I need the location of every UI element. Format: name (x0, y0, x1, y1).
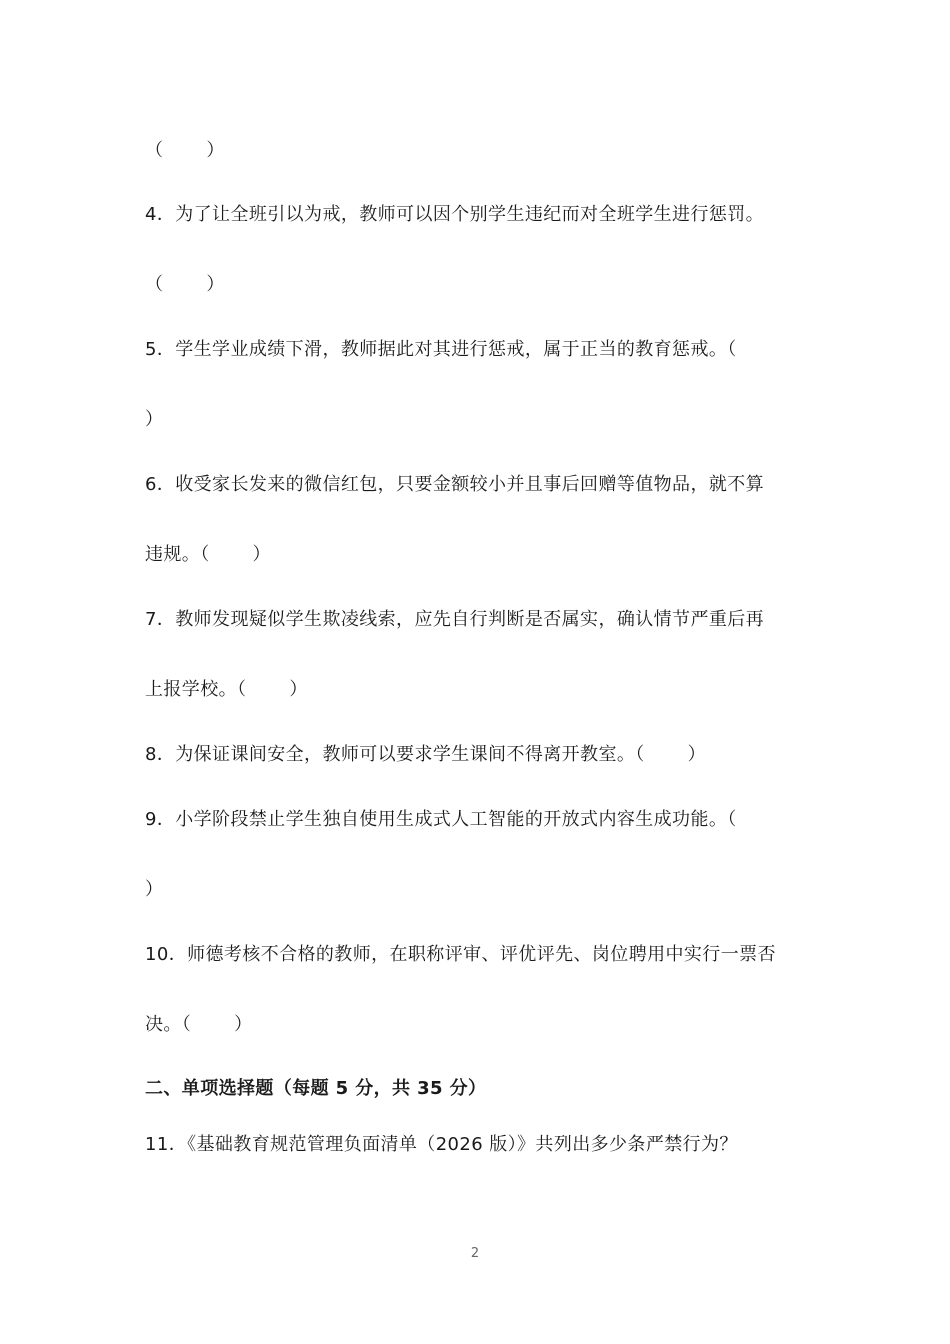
question-4: 4．为了让全班引以为戒，教师可以因个别学生违纪而对全班学生进行惩罚。 (145, 204, 765, 225)
question-11: 11．《基础教育规范管理负面清单（2026 版）》共列出多少条严禁行为？ (145, 1134, 738, 1155)
question-10-line-1: 10．师德考核不合格的教师，在职称评审、评优评先、岗位聘用中实行一票否 (145, 944, 776, 965)
section-heading: 二、单项选择题（每题 5 分，共 35 分） (145, 1078, 487, 1099)
answer-blank-5: ） (145, 409, 164, 430)
question-7-line-1: 7．教师发现疑似学生欺凌线索，应先自行判断是否属实，确认情节严重后再 (145, 609, 765, 630)
answer-blank-4: （ ） (145, 274, 225, 295)
answer-blank-3: （ ） (145, 140, 225, 161)
question-8: 8．为保证课间安全，教师可以要求学生课间不得离开教室。（ ） (145, 744, 706, 765)
question-5: 5．学生学业成绩下滑，教师据此对其进行惩戒，属于正当的教育惩戒。（ (145, 339, 737, 360)
question-10-line-2: 决。（ ） (145, 1014, 253, 1035)
page-number: 2 (470, 1246, 480, 1261)
answer-blank-9: ） (145, 879, 164, 900)
question-9: 9．小学阶段禁止学生独自使用生成式人工智能的开放式内容生成功能。（ (145, 809, 737, 830)
question-6-line-2: 违规。（ ） (145, 544, 271, 565)
question-6-line-1: 6．收受家长发来的微信红包，只要金额较小并且事后回赠等值物品，就不算 (145, 474, 765, 495)
question-7-line-2: 上报学校。（ ） (145, 679, 308, 700)
